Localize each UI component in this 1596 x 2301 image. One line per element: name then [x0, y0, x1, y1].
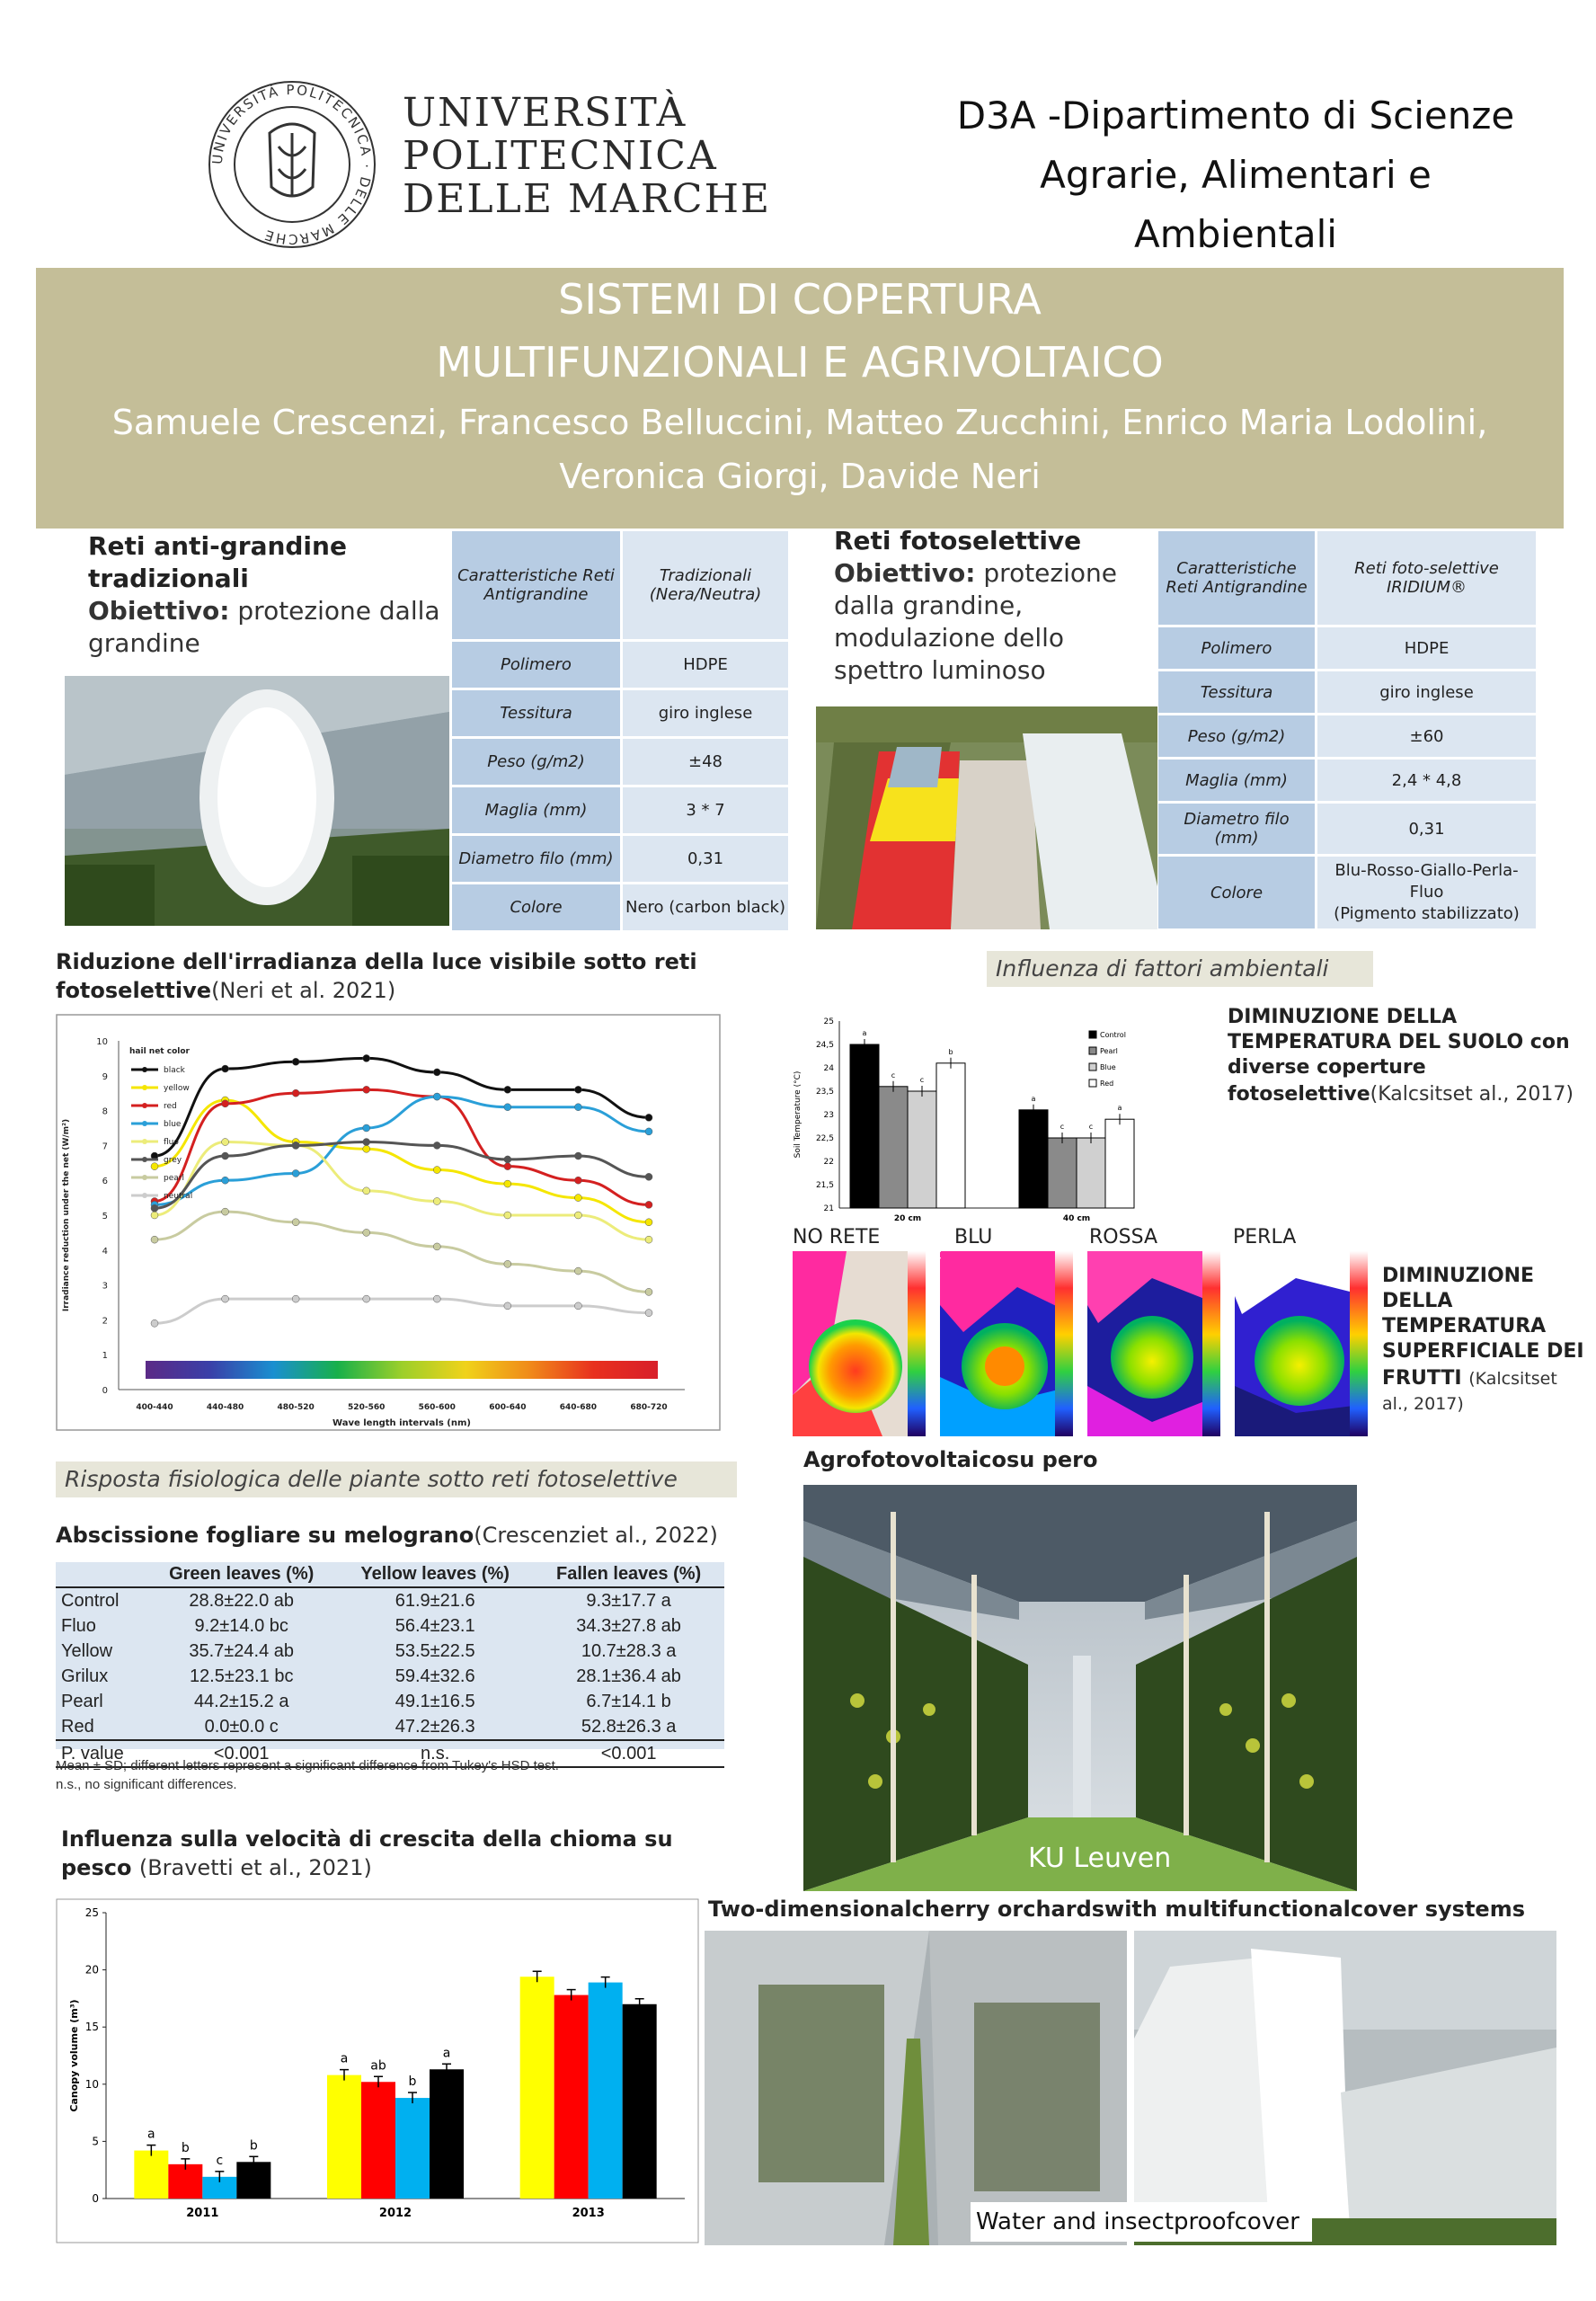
table-row: Yellow 35.7±24.4 ab 53.5±22.5 10.7±28.3 a	[61, 1641, 677, 1661]
data-point-yellow	[151, 1163, 158, 1170]
y-tick-label: 5	[102, 1212, 108, 1222]
x-tick-label: 20 cm	[893, 1214, 922, 1223]
legend-marker-fluo	[142, 1139, 147, 1144]
legend-marker-grey	[142, 1157, 147, 1162]
legend-title: hail net color	[129, 1047, 190, 1056]
trad-table-head-type: Tradizionali (Nera/Neutra)	[623, 531, 788, 639]
legend-label-pearl: pearl	[164, 1174, 184, 1183]
data-point-pearl	[433, 1243, 440, 1250]
data-point-yellow	[433, 1167, 440, 1174]
agrovoltaic-pear-photo	[803, 1485, 1357, 1891]
table-row: Pearl 44.2±15.2 a 49.1±16.5 6.7±14.1 b	[61, 1692, 671, 1711]
thermal-labels: NO RETE BLU ROSSA PERLA	[793, 1226, 1297, 1248]
y-axis-label: Canopy volume (m³)	[68, 1999, 80, 2112]
foto-section-text: Reti fotoselettive Obiettivo: protezione dalla grandine, modulazione dello spettro luminoso	[834, 525, 1157, 687]
bar-Blue	[1077, 1138, 1105, 1208]
legend-swatch-Blue	[1089, 1063, 1096, 1071]
y-tick-label: 25	[823, 1017, 834, 1026]
y-axis-label: Soil Temperature (°C)	[794, 1071, 802, 1159]
soil-text: DIMINUZIONE DELLA TEMPERATURA DEL SUOLO con diverse coperture fotoselettive(Kalcsitset al., 2017)	[1228, 1006, 1574, 1106]
colored-nets-orchard-photo	[816, 706, 1157, 929]
table-row: Control 28.8±22.0 ab 61.9±21.6 9.3±17.7 a	[61, 1591, 671, 1611]
bar-2013-2	[589, 1983, 623, 2199]
legend-label-black: black	[164, 1066, 185, 1075]
trad-objective-label: Obiettivo:	[88, 596, 230, 626]
data-point-black	[222, 1065, 229, 1072]
y-axis-label: Irradiance reduction under the net (W/m²)	[62, 1118, 71, 1312]
data-point-neutral	[645, 1310, 652, 1317]
legend-swatch-Control	[1089, 1031, 1096, 1038]
bar-2013-0	[520, 1977, 554, 2199]
significance-letter: b	[948, 1047, 953, 1056]
foto-table-head-type: Reti foto-selettive IRIDIUM®	[1317, 531, 1536, 625]
data-point-black	[363, 1054, 370, 1062]
bar-Red	[1105, 1119, 1134, 1208]
x-tick-label: 520-560	[348, 1403, 386, 1412]
data-point-blue	[222, 1177, 229, 1184]
y-tick-label: 20	[84, 1963, 99, 1977]
x-tick-label: 2011	[186, 2207, 219, 2220]
leaf-heading: Abscissione fogliare su melograno(Crescenziet al., 2022)	[56, 1523, 718, 1548]
env-band: Influenza di fattori ambientali	[987, 951, 1373, 987]
significance-letter: a	[1031, 1094, 1036, 1103]
significance-letter: c	[1088, 1123, 1094, 1131]
data-point-fluo	[222, 1139, 229, 1146]
y-tick-label: 10	[84, 2077, 99, 2091]
data-point-pearl	[292, 1219, 299, 1226]
university-name: UNIVERSITÀ POLITECNICA DELLE MARCHE	[403, 90, 772, 222]
legend-label-red: red	[164, 1102, 177, 1111]
agro-title: Agrofotovoltaicosu pero	[803, 1447, 1098, 1472]
trad-section-text: Reti anti-grandine tradizionali Obiettivo: protezione dalla grandine	[88, 530, 448, 660]
poster-header	[36, 36, 1564, 268]
x-tick-label: 2013	[572, 2207, 605, 2220]
foto-table-head-feature: Caratteristiche Reti Antigrandine	[1158, 531, 1315, 625]
cherry-caption: Water and insectproofcover	[971, 2202, 1312, 2242]
data-point-fluo	[574, 1212, 581, 1219]
significance-letter: c	[891, 1071, 896, 1079]
thermal-unit-label: °C	[927, 1249, 942, 1263]
significance-letter: a	[340, 2051, 349, 2066]
y-tick-label: 10	[96, 1037, 108, 1047]
data-point-blue	[433, 1093, 440, 1100]
leaf-table-notes: Mean ± SD; different letters represent a significant difference from Tukey's HSD test. n.s., no significant differences.	[56, 1758, 559, 1792]
y-tick-label: 7	[102, 1142, 108, 1152]
legend-marker-yellow	[142, 1085, 147, 1090]
y-tick-label: 5	[92, 2135, 99, 2148]
y-tick-label: 22	[823, 1158, 834, 1167]
legend-swatch-Red	[1089, 1079, 1096, 1087]
canopy-heading: Influenza sulla velocità di crescita della chioma su pesco (Bravetti et al., 2021)	[61, 1826, 673, 1880]
y-tick-label: 24,5	[815, 1041, 834, 1050]
x-tick-label: 640-680	[559, 1403, 598, 1412]
irradiance-heading: Riduzione dell'irradianza della luce visibile sotto reti fotoselettive(Neri et al. 2021)	[56, 949, 697, 1003]
data-point-fluo	[433, 1197, 440, 1204]
x-tick-label: 600-640	[489, 1403, 527, 1412]
foto-spec-table: Caratteristiche Reti Antigrandine Reti foto-selettive IRIDIUM® Polimero HDPE Tessitura giro inglese Peso (g/m2) ±60 Maglia (mm) 2,4 * 4,8 Diametro filo (mm) 0,31 Colore Blu-Rosso-Giallo-Perla-Fluo (Pigmento stabilizzato)	[1156, 529, 1538, 931]
department-name: D3A -Dipartimento di Scienze Agrarie, Alimentari e Ambientali	[956, 93, 1515, 256]
data-point-grey	[151, 1204, 158, 1212]
x-axis-label: Wave length intervals (nm)	[332, 1418, 471, 1428]
significance-letter: c	[1060, 1123, 1065, 1131]
y-tick-label: 23,5	[815, 1088, 834, 1097]
data-point-black	[433, 1069, 440, 1076]
table-row: Fluo 9.2±14.0 bc 56.4±23.1 34.3±27.8 ab	[61, 1616, 681, 1636]
y-tick-label: 21	[823, 1204, 834, 1213]
bar-2012-0	[327, 2075, 361, 2199]
data-point-neutral	[504, 1302, 511, 1310]
significance-letter: b	[408, 2074, 417, 2090]
cherry-net-photo-left	[705, 1931, 1127, 2245]
significance-letter: a	[1117, 1104, 1122, 1113]
data-point-red	[222, 1100, 229, 1107]
bar-2013-3	[623, 2004, 657, 2199]
legend-marker-neutral	[142, 1193, 147, 1198]
data-point-pearl	[574, 1267, 581, 1275]
thermal-text: DIMINUZIONE DELLA TEMPERATURA SUPERFICIALE DEI FRUTTI (Kalcsitset al., 2017)	[1382, 1265, 1584, 1414]
x-tick-label: 400-440	[136, 1403, 173, 1412]
legend-marker-red	[142, 1103, 147, 1108]
cherry-net-photo-right	[1134, 1931, 1556, 2245]
data-point-pearl	[363, 1229, 370, 1236]
significance-letter: a	[147, 2127, 155, 2142]
leaf-abscission-table: Green leaves (%) Yellow leaves (%) Fallen leaves (%) Control 28.8±22.0 ab 61.9±21.6 9.3±17.7 a Fluo 9.2±14.0 bc 56.4±23.1 34.3±27.8 ab Yellow 35.7±24.4 ab 53.5±22.5 10.7±28.3 a Grilux 12.5±23.1 bc 59.4±32.6 28.1±36.4 ab Pearl 44.2±15.2 a 49.1±16.5 6.7±14.1 b Red 0.0±0.0 c 47.2±26.3 52.8±26.3 a P. value <0.001 n.s. <0.001	[56, 1562, 724, 1768]
pvalue-row: P. value <0.001 n.s. <0.001	[56, 1740, 724, 1767]
data-point-black	[645, 1114, 652, 1121]
x-tick-label: 480-520	[277, 1403, 315, 1412]
table-row: Grilux 12.5±23.1 bc 59.4±32.6 28.1±36.4 ab	[61, 1666, 681, 1686]
data-point-fluo	[645, 1236, 652, 1243]
soil-temperature-bar-chart	[784, 1003, 1233, 1228]
bar-2012-2	[395, 2098, 430, 2199]
data-point-neutral	[151, 1319, 158, 1327]
data-point-fluo	[504, 1212, 511, 1219]
bar-Red	[936, 1063, 965, 1208]
foto-heading: Reti fotoselettive	[834, 526, 1082, 555]
legend-label-neutral: neutral	[164, 1192, 193, 1201]
y-tick-label: 15	[84, 2021, 99, 2034]
bar-Pearl	[879, 1087, 908, 1208]
trad-table-head-feature: Caratteristiche Reti Antigrandine	[452, 531, 620, 639]
data-point-red	[363, 1086, 370, 1093]
data-point-blue	[645, 1128, 652, 1135]
x-tick-label: 440-480	[206, 1403, 244, 1412]
poster-title: SISTEMI DI COPERTURA MULTIFUNZIONALI E AGRIVOLTAICO	[436, 275, 1164, 386]
data-point-black	[504, 1086, 511, 1093]
data-point-neutral	[363, 1295, 370, 1302]
bar-Control	[1019, 1110, 1048, 1208]
seal-ring-text: UNIVERSITÀ POLITECNICA · DELLE MARCHE	[208, 81, 376, 248]
data-point-yellow	[363, 1145, 370, 1152]
bar-Control	[850, 1044, 879, 1208]
thermal-images	[793, 1251, 1368, 1436]
data-point-neutral	[222, 1295, 229, 1302]
y-tick-label: 23	[823, 1111, 834, 1120]
y-tick-label: 24	[823, 1064, 834, 1073]
data-point-red	[574, 1177, 581, 1184]
legend-marker-pearl	[142, 1175, 147, 1180]
leaf-table-panel	[56, 1562, 724, 1764]
data-point-black	[292, 1058, 299, 1065]
significance-letter: a	[862, 1029, 867, 1037]
university-seal-logo	[207, 79, 377, 250]
table-row: Red 0.0±0.0 c 47.2±26.3 52.8±26.3 a	[56, 1714, 724, 1740]
significance-letter: a	[442, 2046, 451, 2061]
bar-2011-0	[134, 2151, 168, 2199]
data-point-yellow	[645, 1219, 652, 1226]
agro-caption: KU Leuven	[1028, 1843, 1172, 1874]
data-point-grey	[574, 1152, 581, 1159]
data-point-fluo	[151, 1212, 158, 1219]
y-tick-label: 8	[102, 1106, 108, 1117]
physio-band: Risposta fisiologica delle piante sotto reti fotoselettive	[56, 1461, 737, 1497]
y-tick-label: 0	[92, 2192, 99, 2205]
legend-label-Pearl: Pearl	[1100, 1047, 1118, 1055]
legend-label-Blue: Blue	[1100, 1063, 1116, 1071]
y-tick-label: 1	[102, 1351, 108, 1362]
data-point-grey	[504, 1156, 511, 1163]
significance-letter: c	[216, 2153, 224, 2168]
y-tick-label: 2	[102, 1316, 108, 1327]
significance-letter: ab	[370, 2058, 386, 2074]
x-tick-label: 40 cm	[1062, 1214, 1091, 1223]
legend-label-Red: Red	[1100, 1079, 1114, 1088]
y-tick-label: 4	[102, 1246, 108, 1257]
x-tick-label: 2012	[378, 2207, 412, 2220]
bar-Blue	[908, 1091, 936, 1208]
data-point-blue	[363, 1124, 370, 1132]
data-point-pearl	[151, 1236, 158, 1243]
trad-heading: Reti anti-grandine tradizionali	[88, 531, 347, 593]
bar-2011-3	[236, 2162, 270, 2199]
significance-letter: c	[919, 1076, 925, 1084]
data-point-blue	[504, 1104, 511, 1111]
data-point-neutral	[433, 1295, 440, 1302]
data-point-grey	[645, 1173, 652, 1180]
data-point-yellow	[504, 1180, 511, 1187]
data-point-grey	[433, 1142, 440, 1149]
legend-label-fluo: fluo	[164, 1138, 179, 1147]
bar-2013-1	[554, 1995, 589, 2199]
trad-spec-table: Caratteristiche Reti Antigrandine Tradizionali (Nera/Neutra) Polimero HDPE Tessitura giro inglese Peso (g/m2) ±48 Maglia (mm) 3 * 7 Diametro filo (mm) 0,31 Colore Nero (carbon black)	[449, 529, 791, 933]
data-point-yellow	[574, 1195, 581, 1202]
y-tick-label: 0	[102, 1386, 108, 1396]
bar-Pearl	[1048, 1138, 1077, 1208]
data-point-pearl	[504, 1260, 511, 1267]
legend-marker-black	[142, 1067, 147, 1072]
x-tick-label: 560-600	[418, 1403, 456, 1412]
data-point-red	[645, 1201, 652, 1208]
canopy-volume-bar-chart	[56, 1898, 699, 2243]
data-point-black	[574, 1086, 581, 1093]
legend-label-blue: blue	[164, 1120, 182, 1129]
y-tick-label: 21,5	[815, 1181, 834, 1190]
authors: Samuele Crescenzi, Francesco Belluccini, Matteo Zucchini, Enrico Maria Lodolini, Veronica Giorgi, Davide Neri	[111, 403, 1488, 496]
data-point-fluo	[363, 1187, 370, 1195]
legend-label-grey: grey	[164, 1156, 182, 1165]
significance-letter: b	[181, 2140, 190, 2155]
legend-label-yellow: yellow	[164, 1084, 190, 1093]
data-point-pearl	[222, 1208, 229, 1215]
y-tick-label: 25	[84, 1906, 99, 1919]
y-tick-label: 6	[102, 1177, 108, 1187]
legend-swatch-Pearl	[1089, 1047, 1096, 1054]
legend-marker-blue	[142, 1121, 147, 1126]
data-point-blue	[574, 1104, 581, 1111]
legend-label-Control: Control	[1100, 1031, 1126, 1039]
data-point-neutral	[574, 1302, 581, 1310]
data-point-pearl	[645, 1288, 652, 1295]
bar-2012-3	[430, 2069, 464, 2199]
visible-spectrum-bar	[146, 1361, 658, 1379]
title-banner	[36, 268, 1564, 529]
data-point-blue	[292, 1169, 299, 1177]
data-point-red	[504, 1163, 511, 1170]
bar-2012-1	[361, 2082, 395, 2199]
x-tick-label: 680-720	[630, 1403, 668, 1412]
data-point-grey	[292, 1142, 299, 1149]
y-tick-label: 9	[102, 1071, 108, 1082]
y-tick-label: 22,5	[815, 1134, 834, 1143]
data-point-neutral	[292, 1295, 299, 1302]
irradiance-line-chart	[56, 1014, 721, 1431]
cherry-title: Two-dimensionalcherry orchardswith multifunctionalcover systems	[708, 1897, 1525, 1922]
foto-objective-label: Obiettivo:	[834, 558, 976, 588]
y-tick-label: 3	[102, 1281, 108, 1292]
data-point-grey	[222, 1152, 229, 1159]
data-point-red	[292, 1089, 299, 1097]
significance-letter: b	[249, 2138, 258, 2154]
data-point-grey	[363, 1139, 370, 1146]
hail-net-photo	[65, 676, 449, 926]
